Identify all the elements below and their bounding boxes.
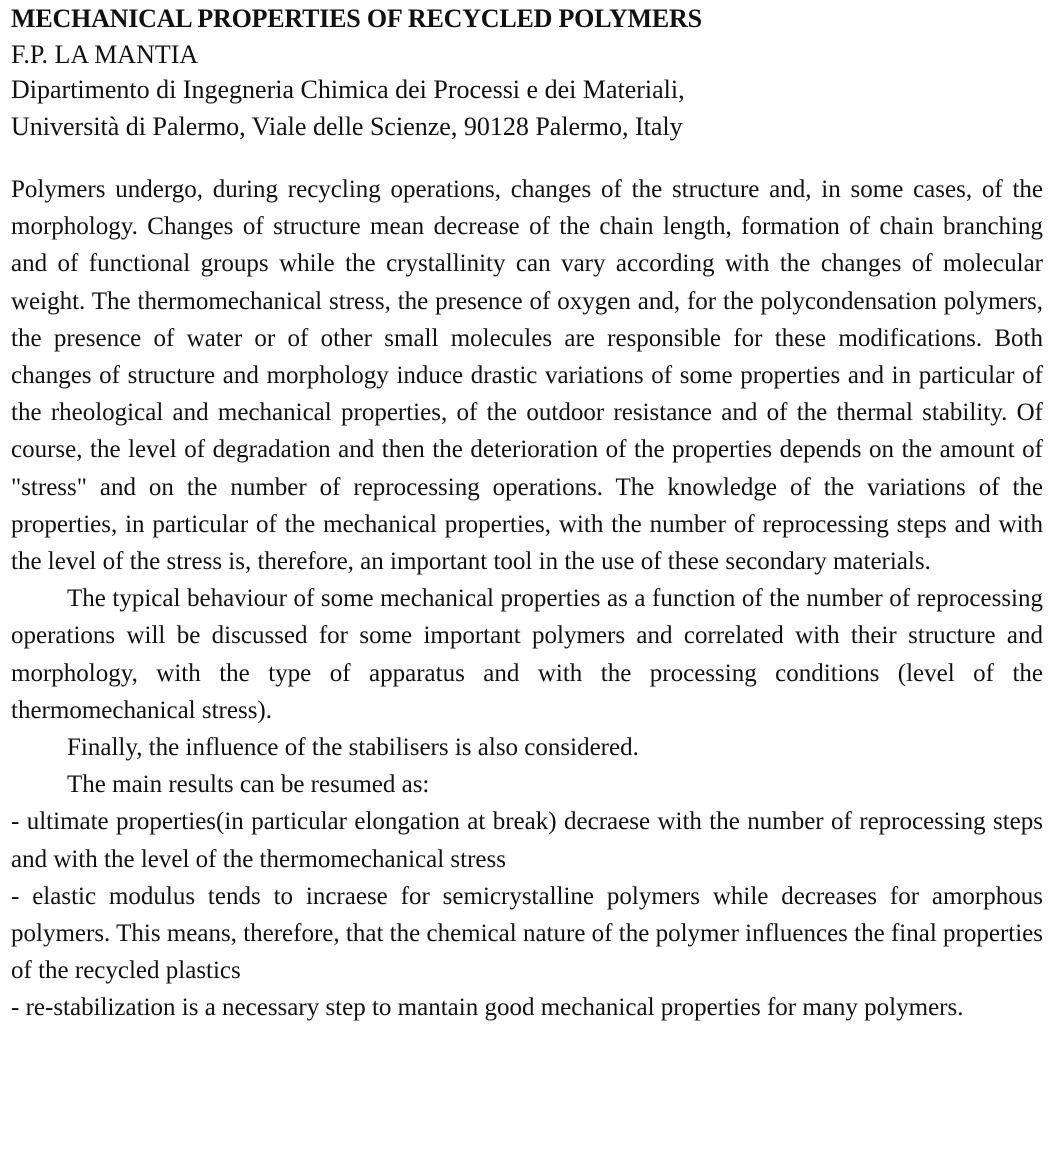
affiliation-line-1: Dipartimento di Ingegneria Chimica dei Processi e dei Materiali,: [11, 75, 685, 104]
paper-title: MECHANICAL PROPERTIES OF RECYCLED POLYMERS: [11, 4, 702, 33]
results-list: [11, 803, 1043, 1026]
abstract-body: [11, 171, 1043, 1027]
author-name: F.P. LA MANTIA: [11, 40, 199, 69]
affiliation-line-2: Università di Palermo, Viale delle Scienze, 90128 Palermo, Italy: [11, 112, 683, 141]
results-list-item: - elastic modulus tends to incraese for semicrystalline polymers while decreases for amorphous polymers. This means, therefore, that the chemical nature of the polymer influences the final properties of the recycled plastics: [11, 882, 1043, 985]
body-paragraph-4: The main results can be resumed as:: [67, 771, 430, 799]
abstract-page: [11, 0, 1043, 1027]
results-list-item: - re-stabilization is a necessary step to mantain good mechanical properties for many polymers.: [11, 994, 964, 1022]
body-paragraph-3: Finally, the influence of the stabilisers is also considered.: [67, 734, 639, 762]
results-list-item: - ultimate properties(in particular elongation at break) decraese with the number of reprocessing steps and with the level of the thermomechanical stress: [11, 808, 1043, 873]
body-paragraph-1: Polymers undergo, during recycling operations, changes of the structure and, in some cases, of the morphology. Changes of structure mean decrease of the chain length, formation of chain branching and of functional groups while the crystallinity can vary according with the changes of molecular weight. The thermomechanical stress, the presence of oxygen and, for the polycondensation polymers, the presence of water or of other small molecules are responsible for these modifications. Both changes of structure and morphology induce drastic variations of some properties and in particular of the rheological and mechanical properties, of the outdoor resistance and of the thermal stability. Of course, the level of degradation and then the deterioration of the properties depends on the amount of "stress" and on the number of reprocessing operations. The knowledge of the variations of the properties, in particular of the mechanical properties, with the number of reprocessing steps and with the level of the stress is, therefore, an important tool in the use of these secondary materials.: [11, 176, 1043, 576]
body-paragraph-2: The typical behaviour of some mechanical properties as a function of the number of reprocessing operations will be discussed for some important polymers and correlated with their structure and morphology, with the type of apparatus and with the processing conditions (level of the thermomechanical stress).: [11, 585, 1043, 724]
